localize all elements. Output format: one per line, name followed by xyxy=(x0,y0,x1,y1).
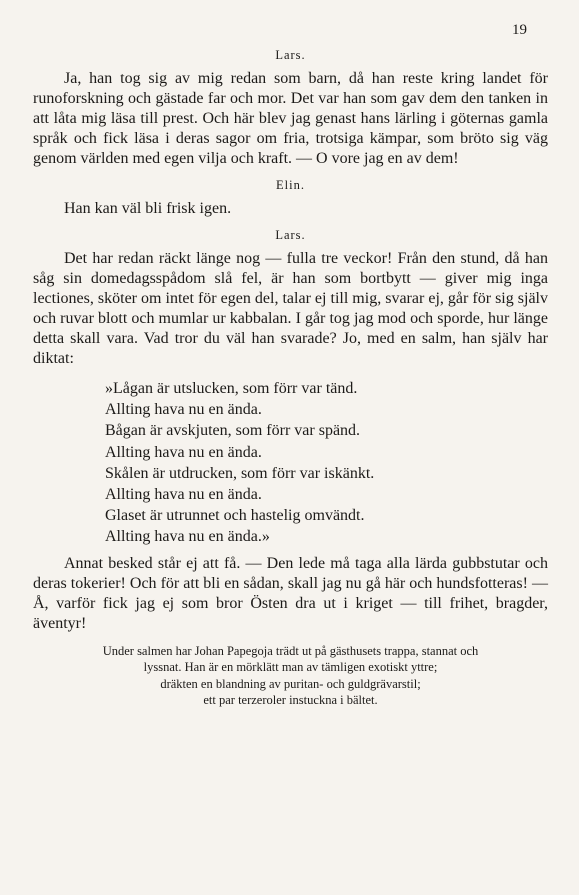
speech-elin: Han kan väl bli frisk igen. xyxy=(64,200,232,217)
page-body xyxy=(33,48,548,709)
stage-direction-line: dräkten en blandning av puritan- och guldgrävarstil; xyxy=(160,676,421,691)
speech-lars-3: Annat besked står ej att få. — Den lede må taga alla lärda gubbstutar och deras tokerier! Och för att bli en sådan, skall jag nu gå här och hundsfotteras! — Å, varför fick jag ej som bror Östen dra ut i kriget — till frihet, bragder, äventyr! xyxy=(33,554,548,632)
speech-lars-2: Det har redan räckt länge nog — fulla tre veckor! Från den stund, då han såg sin domedagsspådom slå fel, är han som bortbytt — giver mig inga lectiones, sköter om intet för egen del, talar ej till mig, svarar ej, går för sig själv och ruvar blott och mumlar ur kabbalan. I går tog jag mod och sporde, hur länge detta skall vara. Vad tror du väl han svarade? Jo, med en salm, han själv har diktat: xyxy=(33,250,548,367)
poem-line: Skålen är utdrucken, som förr var iskänkt. xyxy=(105,464,375,482)
speaker-lars-2: Lars. xyxy=(275,228,306,242)
speaker-elin: Elin. xyxy=(276,178,305,192)
poem-line: Glaset är utrunnet och hastelig omvändt. xyxy=(105,507,365,525)
poem-line: Allting hava nu en ända. xyxy=(105,443,262,461)
poem-line: Bågan är avskjuten, som förr var spänd. xyxy=(105,422,361,440)
page-number: 19 xyxy=(512,22,527,38)
poem-line: Allting hava nu en ända. xyxy=(105,401,262,419)
poem-line: Allting hava nu en ända. xyxy=(105,486,262,504)
speech-lars-1: Ja, han tog sig av mig redan som barn, då han reste kring landet för runoforskning och gästade far och mor. Det var han som gav dem den tanken in att låta mig läsa till prest. Och här blev jag genast hans lärling i göternas gamla språk och fick läsa i deras sagor om fria, trotsiga kämpar, som bröto sig väg genom världen med egen vilja och kraft. — O vore jag en av dem! xyxy=(33,70,548,167)
poem-line: »Lågan är utslucken, som förr var tänd. xyxy=(105,380,358,397)
stage-direction-line: ett par terzeroler instuckna i bältet. xyxy=(203,693,378,708)
speaker-lars: Lars. xyxy=(275,48,306,62)
poem-line: Allting hava nu en ända.» xyxy=(105,528,270,546)
stage-direction xyxy=(33,643,548,709)
stage-direction-line: lyssnat. Han är en mörklätt man av tämligen exotiskt yttre; xyxy=(143,660,438,675)
poem xyxy=(105,378,548,548)
stage-direction-line: Under salmen har Johan Papegoja trädt ut på gästhusets trappa, stannat och xyxy=(102,643,479,658)
